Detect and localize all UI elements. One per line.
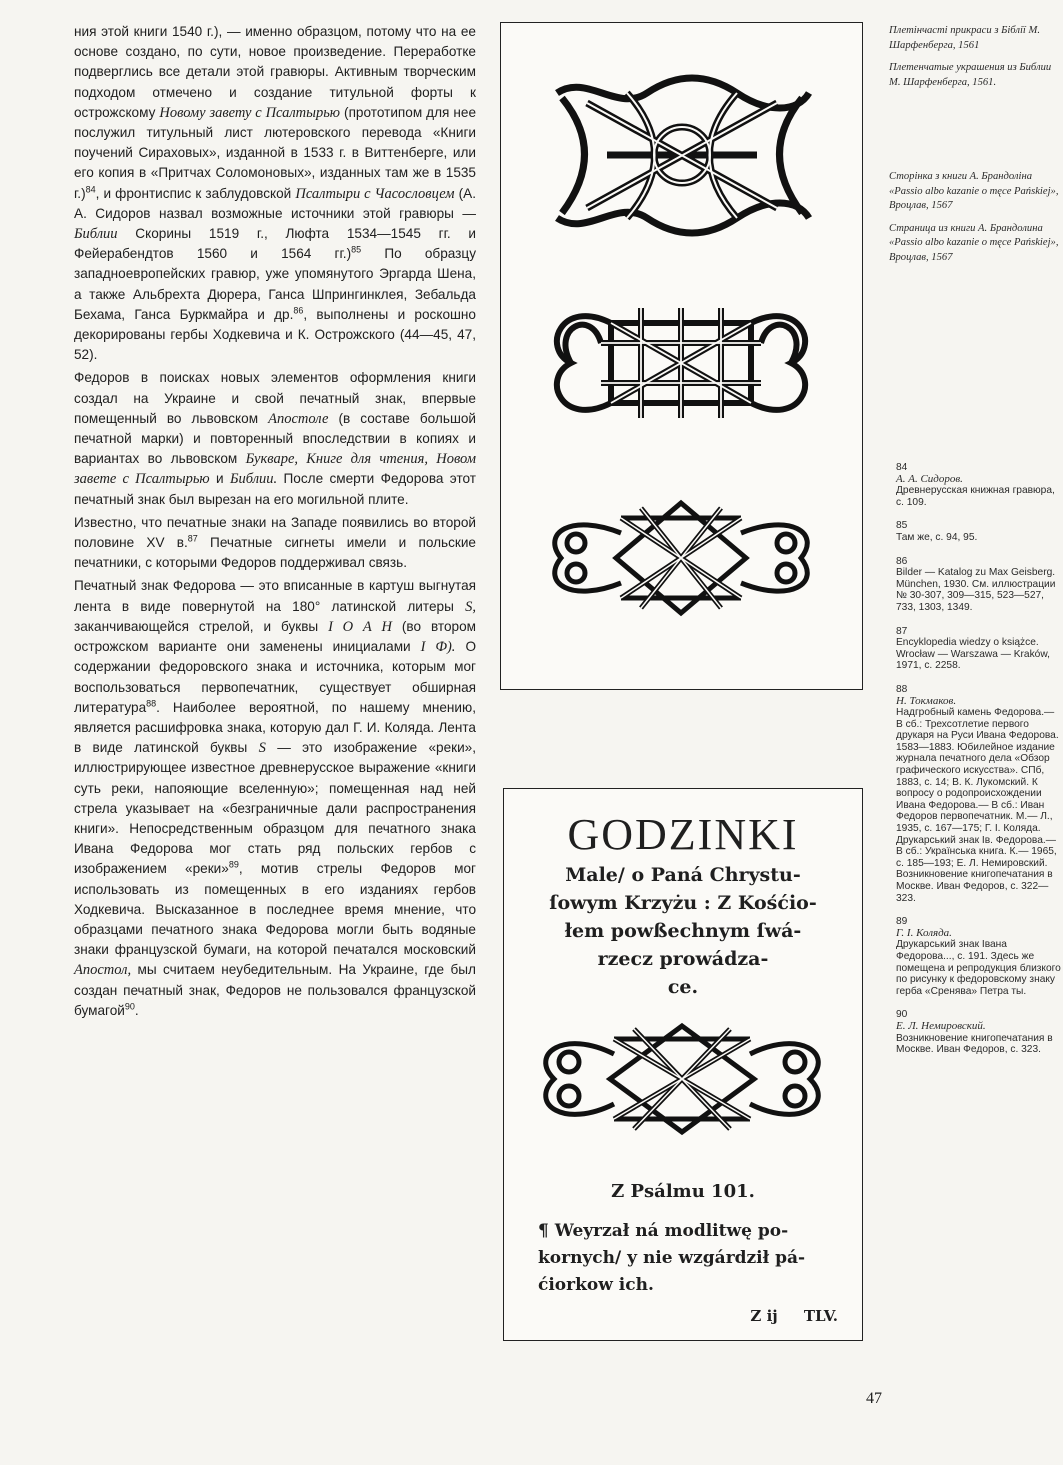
footnote-number: 89 bbox=[896, 916, 908, 928]
godzinki-line-5: ce. bbox=[667, 976, 699, 998]
footnotes-column bbox=[896, 462, 1061, 1068]
footnote bbox=[896, 462, 1061, 508]
footnote-text: Надгробный камень Федорова.— В сб.: Трехсотлетие первого друкаря на Руси Ивана Федорова. 1583—1883. Юбилейное издание журнала печатного дела «Обзор графического искусства». СПб, 1883, с. 14; В. К. Лукомский. К вопросу о родопроисхождении Ивана Федорова.— В сб.: Иван Федоров первопечатник. М.— Л., 1935, с. 167—175; Г. І. Коляда. Друкарський знак Ів. Федорова.— В сб.: Українська книга. К.— 1965, с. 185—193; Е. Л. Немировский. Возникновение книгопечатания в Москве. Иван Федоров, с. 322—323. bbox=[896, 707, 1059, 904]
footnote-number: 85 bbox=[896, 520, 908, 532]
interlace-ornament-3 bbox=[531, 493, 831, 623]
footnote-author: Н. Токмаков. bbox=[896, 694, 957, 707]
paragraph-1: ния этой книги 1540 г.), — именно образцом, потому что на ее основе создано, по сути, новое произведение. Переработке подверглись все детали этой гравюры. Активным творческим подходом отмечено и создание титульной форты к острожскому Новому завету с Псалтырью (прототипом для нее послужил титульный лист лютеровского перевода «Книги поучений Сираховых», изданной в 1533 г. в Виттенберге, или его копия в «Притчах Соломоновых», изданных там же в 1535 г.)$^{84}$, и фронтиспис к заблудовской Псалтыри с Часословцем (А. А. Сидоров назвал возможные источники этой гравюры — Библии Скорины 1519 г., Люфта 1534—1545 гг. и Фейерабендтов 1560 и 1564 гг.)$^{85}$ По образцу западноевропейских гравюр, уже упомянутого Эргарда Шена, а также Альбрехта Дюрера, Ганса Шпрингинклея, Зебальда Бехама, Ганса Буркмайра и др.$^{86}$, выполнены и роскошно декорированы гербы Ходкевича и К. Острожского (44—45, 47, 52). bbox=[74, 24, 477, 363]
paragraph-3: Известно, что печатные знаки на Западе появились во второй половине XV в.$^{87}$ Печатные сигнеты имели и польские печатники, с которыми Федоров поддерживал связь. bbox=[74, 514, 476, 571]
godzinki-line-2: ſowym Krzyżu : Z Kośćio- bbox=[549, 892, 817, 914]
footnote bbox=[896, 626, 1061, 672]
footnote-number: 86 bbox=[896, 555, 908, 567]
footnote-text: Друкарський знак Івана Федорова..., с. 191. Здесь же помещена и репродукция близкого по рисунку к федоровскому знаку герба «Сренява» Петра ты. bbox=[896, 939, 1061, 997]
godzinki-psalm-heading: Z Psálmu 101. bbox=[611, 1181, 755, 1202]
footnote-text: Там же, с. 94, 95. bbox=[896, 531, 978, 543]
main-text-column bbox=[74, 22, 476, 1024]
footnote bbox=[896, 520, 1061, 543]
caption-ukrainian-2: Сторінка з книги А. Брандоліна «Passio albo kazanie o męce Pańskiej», Вроцлав, 1567 bbox=[889, 171, 1059, 211]
godzinki-ornament bbox=[524, 1014, 840, 1144]
captions-figure-2 bbox=[889, 170, 1059, 273]
footnote-text: Возникновение книгопечатания в Москве. Иван Федоров, с. 323. bbox=[896, 1032, 1053, 1056]
godzinki-line-4: rzecz prowádza- bbox=[597, 948, 769, 970]
footnote bbox=[896, 1009, 1061, 1055]
paragraph-4: Печатный знак Федорова — это вписанные в картуш выгнутая лента в виде повернутой на 180° латинской литеры S, заканчивающейся стрелой, и буквы I О А Н (во втором острожском варианте они заменены инициалами I Ф). О содержании федоровского знака и источника, которым мог воспользоваться первопечатник, существует обширная литература$^{88}$. Наиболее вероятной, по нашему мнению, является расшифровка знака, которую дал Г. И. Коляда. Лента в виде латинской буквы S — это изображение «реки», иллюстрирующее известное древнерусское выражение «книги суть реки, напояющие вселенную»; помещенная над ней стрела указывает на «безграничные дали распространения книги». Непосредственным образцом для печатного знака Ивана Федорова мог стать ряд польских гербов с изображением «реки»$^{89}$, мотив стрелы Федоров мог использовать из помещенных в его изданиях гербов Ходкевича. Высказанное в последнее время мнение, что образцами печатного знака Федорова могли быть водяные знаки французской бумаги, на которой печатался московский Апостол, мы считаем неубедительным. На Украине, где был создан печатный знак, Федоров не пользовался французской бумагой$^{90}$. bbox=[74, 578, 477, 1018]
paragraph-2: Федоров в поисках новых элементов оформления книги создал на Украине и свой печатный знак, впервые помещенный во львовском Апостоле (в составе большой печатной марки) и повторенный впоследствии в копиях и вариантах во львовском Букваре, Книге для чтения, Новом завете с Псалтырью и Библии. После смерти Федорова этот печатный знак был вырезан на его могильной плите. bbox=[74, 370, 477, 507]
footnote-text: Encyklopedia wiedzy o książce. Wrocław — Warszawa — Kraków, 1971, c. 2258. bbox=[896, 637, 1050, 672]
interlace-ornament-1 bbox=[547, 73, 817, 238]
footnote-author: А. А. Сидоров. bbox=[896, 472, 963, 485]
footnote-number: 90 bbox=[896, 1009, 908, 1021]
page-number: 47 bbox=[866, 1390, 882, 1407]
caption-russian-1: Плетенчатые украшения из Библии М. Шарфенберга, 1561. bbox=[889, 62, 1052, 88]
figure-godzinki-page bbox=[503, 788, 863, 1341]
footnote-author: Е. Л. Немировский. bbox=[896, 1019, 986, 1032]
figure-interlace-ornaments bbox=[500, 22, 863, 690]
footnote-number: 88 bbox=[896, 683, 908, 695]
footnote bbox=[896, 684, 1061, 904]
godzinki-line-8: kornych/ y nie wzgárdził pá- bbox=[538, 1248, 806, 1268]
footnote bbox=[896, 556, 1061, 614]
godzinki-line-7: ¶ Weyrzał ná modlitwę po- bbox=[538, 1221, 789, 1241]
interlace-ornament-2 bbox=[541, 288, 821, 438]
footnote-text: Древнерусская книжная гравюра, с. 109. bbox=[896, 485, 1055, 508]
godzinki-title: GODZINKI bbox=[567, 810, 799, 859]
godzinki-line-9: ćiorkow ich. bbox=[538, 1275, 654, 1295]
godzinki-signature-line: Z ij TLV. bbox=[750, 1307, 838, 1325]
footnote bbox=[896, 916, 1061, 997]
godzinki-line-1: Male/ o Paná Chrystu- bbox=[565, 864, 801, 886]
captions-figure-1 bbox=[889, 24, 1059, 98]
footnote-number: 84 bbox=[896, 462, 908, 473]
footnote-number: 87 bbox=[896, 625, 908, 637]
footnote-text: Bilder — Katalog zu Max Geisberg. München, 1930. См. иллюстрации № 30-307, 309—315, 523—527, 733, 1303, 1349. bbox=[896, 567, 1056, 613]
godzinki-line-3: łem powßechnym ſwá- bbox=[564, 920, 802, 942]
caption-russian-2: Страница из книги А. Брандолина «Passio albo kazanie o męce Pańskiej», Вроцлав, 1567 bbox=[889, 222, 1059, 263]
caption-ukrainian-1: Плетінчасті прикраси з Біблії М. Шарфенберга, 1561 bbox=[889, 25, 1040, 51]
footnote-author: Г. І. Коляда. bbox=[896, 926, 952, 939]
